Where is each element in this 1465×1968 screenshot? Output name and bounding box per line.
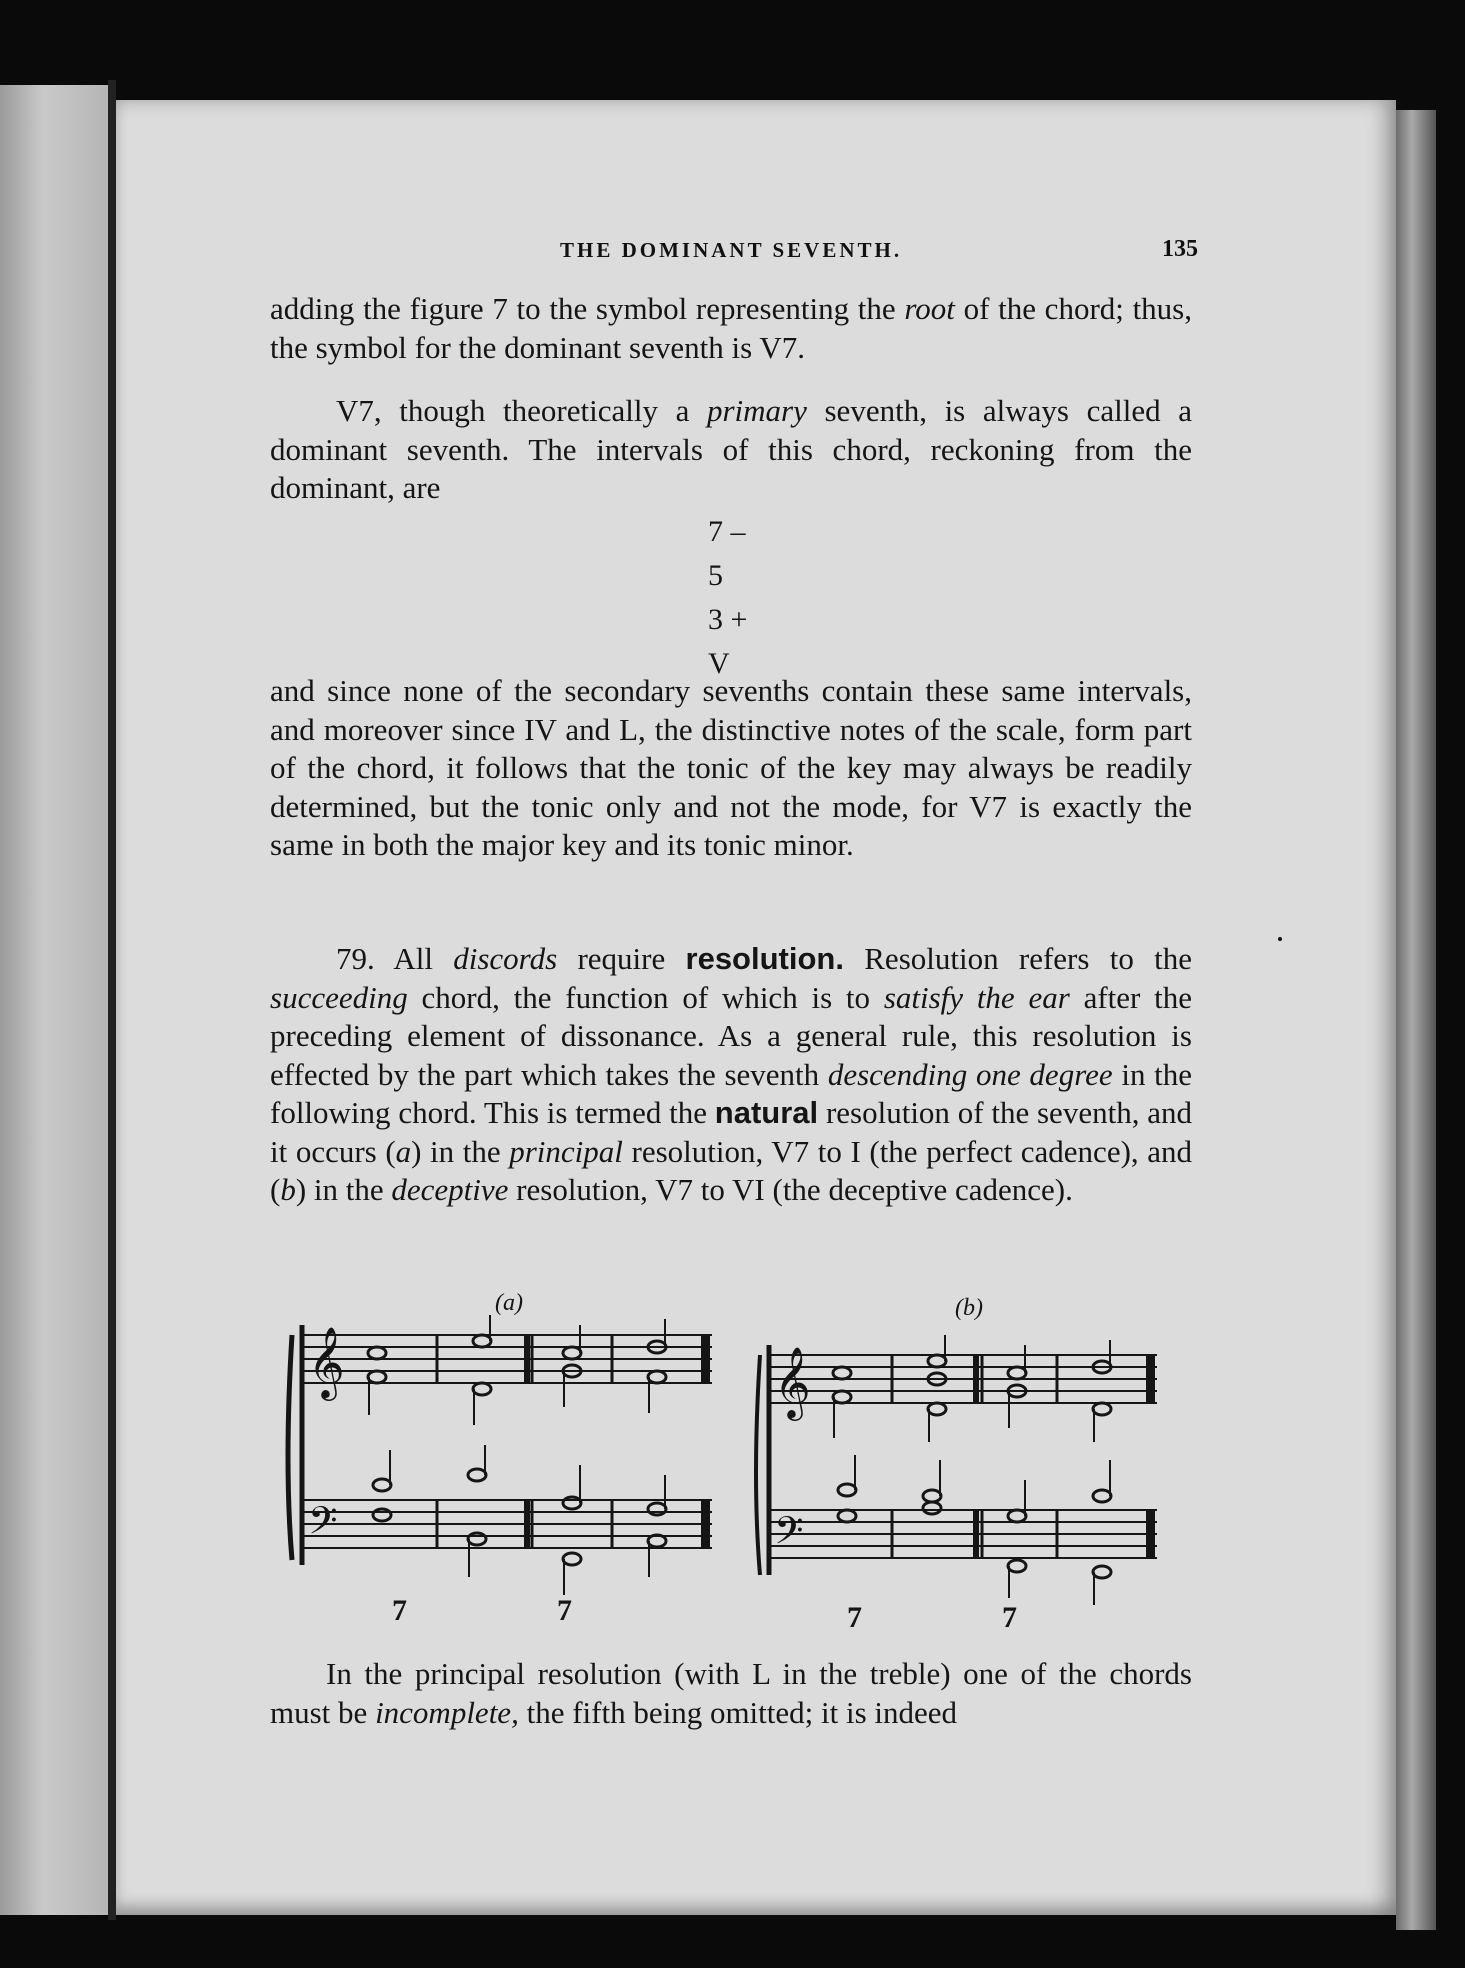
interval-fifth: 5 xyxy=(708,559,723,592)
paragraph-5: In the principal resolution (with L in the treble) one of the chords must be incomplete, the fifth being omitted; it is indeed xyxy=(270,1656,1192,1730)
svg-text:7: 7 xyxy=(392,1594,407,1625)
facing-page-edge xyxy=(0,85,108,1915)
svg-text:7: 7 xyxy=(557,1594,572,1625)
music-example-b xyxy=(752,1330,1172,1640)
svg-text:𝄞: 𝄞 xyxy=(774,1345,811,1418)
svg-text:𝄢: 𝄢 xyxy=(308,1498,338,1552)
paragraph-4: 79. All discords require resolution. Resolution refers to the succeeding chord, the function of which is to satisfy the ear after the preceding element of dissonance. As a general rule, this resolution is effected by the part which takes the seventh descending one degree in the following chord. This is termed the natural resolution of the seventh, and it occurs (a) in the principal resolution, V7 to I (the perfect cadence), and (b) in the deceptive resolution, V7 to VI (the deceptive cadence). xyxy=(270,941,1193,1207)
svg-text:7: 7 xyxy=(847,1601,862,1634)
book-gutter xyxy=(108,80,116,1920)
paragraph-2: V7, though theoretically a primary seventh, is always called a dominant seventh. The intervals of this chord, reckoning from the dominant, are xyxy=(270,393,1192,505)
interval-figures xyxy=(708,510,747,686)
interval-seventh: 7 – xyxy=(708,515,746,548)
svg-text:𝄢: 𝄢 xyxy=(774,1508,804,1562)
page-number: 135 xyxy=(1162,236,1198,262)
svg-text:7: 7 xyxy=(1002,1601,1017,1634)
page-stack-edge xyxy=(1396,110,1436,1930)
example-b-label: (b) xyxy=(955,1295,983,1321)
running-head: THE DOMINANT SEVENTH. xyxy=(560,238,903,262)
paragraph-3: and since none of the secondary sevenths contain these same intervals, and moreover since IV and L, the distinctive notes of the scale, form part of the chord, it follows that the tonic of the key may always be readily determined, but the tonic only and not the mode, for V7 is exactly the same in both the major key and its tonic minor. xyxy=(270,673,1192,862)
svg-text:𝄞: 𝄞 xyxy=(308,1325,345,1398)
example-a-label: (a) xyxy=(495,1290,523,1316)
speck xyxy=(1278,937,1282,941)
interval-third: 3 + xyxy=(708,603,748,636)
paragraph-1: adding the figure 7 to the symbol representing the root of the chord; thus, the symbol for the dominant seventh is V7. xyxy=(270,291,1192,365)
music-example-a xyxy=(282,1315,732,1625)
interval-root: V xyxy=(708,647,730,680)
